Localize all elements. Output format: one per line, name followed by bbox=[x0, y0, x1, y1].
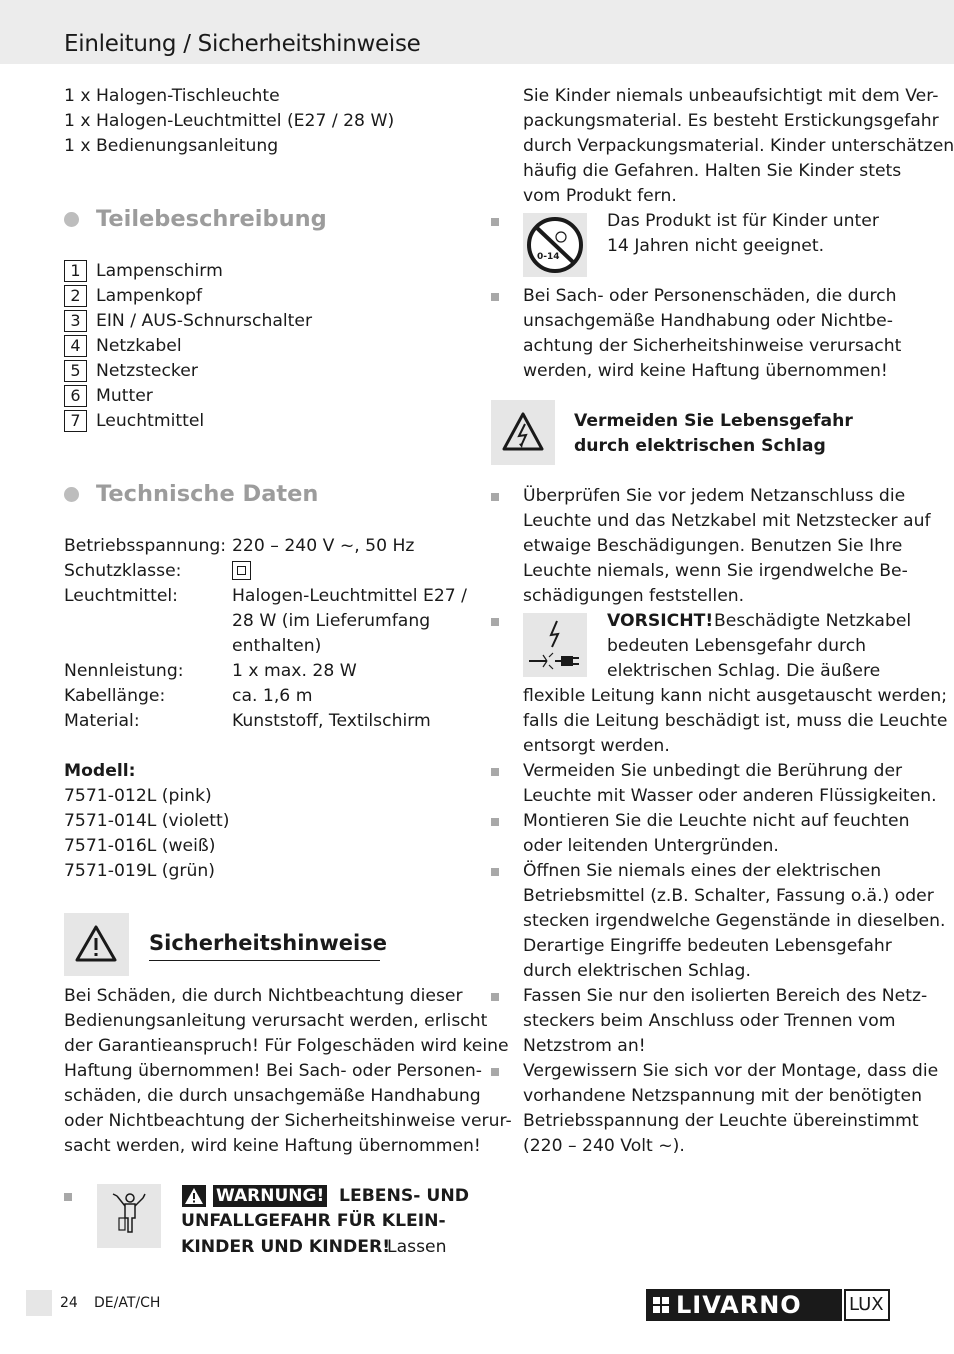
text-line: Beschädigte Netzkabel bbox=[714, 611, 912, 631]
damaged-cable-icon bbox=[523, 613, 587, 677]
text-line: Netzstrom an! bbox=[523, 1036, 646, 1056]
text-line: Leuchte und das Netzkabel mit Netzstecker auf bbox=[523, 511, 931, 531]
text-line: stecken irgendwelche Gegenstände in dieselben. bbox=[523, 911, 946, 931]
list-bullet bbox=[491, 618, 499, 626]
text-line: bedeuten Lebensgefahr durch bbox=[607, 636, 867, 656]
model-item: 7571-014L (violett) bbox=[64, 811, 230, 831]
text-line: Fassen Sie nur den isolierten Bereich des Netz- bbox=[523, 986, 928, 1006]
text-line: durch Verpackungsmaterial. Kinder unterschätzen bbox=[523, 136, 954, 156]
list-bullet bbox=[491, 293, 499, 301]
intro-line: Haftung übernommen! Bei Sach- oder Personen- bbox=[64, 1061, 482, 1081]
text-line: oder leitenden Untergründen. bbox=[523, 836, 779, 856]
brand-sub: LUX bbox=[849, 1294, 884, 1315]
text-line: Montieren Sie die Leuchte nicht auf feuchten bbox=[523, 811, 910, 831]
scope-qty: 1 x bbox=[64, 136, 91, 156]
part-number: 1 bbox=[64, 260, 87, 282]
text-line: Betriebsmittel (z.B. Schalter, Fassung o.ä.) oder bbox=[523, 886, 934, 906]
part-number: 6 bbox=[64, 385, 87, 407]
part-number: 4 bbox=[64, 335, 87, 357]
list-bullet bbox=[491, 1068, 499, 1076]
text-line: (220 – 240 Volt ~). bbox=[523, 1136, 685, 1156]
text-line: falls die Leitung beschädigt ist, muss die Leuchte bbox=[523, 711, 948, 731]
text-line: packungsmaterial. Es besteht Erstickungsgefahr bbox=[523, 111, 939, 131]
warning-label: WARNUNG! bbox=[213, 1185, 327, 1207]
text-line: elektrischen Schlag. Die äußere bbox=[607, 661, 881, 681]
tech-value: Halogen-Leuchtmittel E27 / bbox=[232, 586, 467, 606]
tech-label: Betriebsspannung: bbox=[64, 536, 227, 556]
text-line: vorhandene Netzspannung mit der benötigten bbox=[523, 1086, 922, 1106]
page-header bbox=[0, 0, 954, 64]
text-line: entsorgt werden. bbox=[523, 736, 670, 756]
part-label: Leuchtmittel bbox=[96, 411, 205, 431]
shock-heading: durch elektrischen Schlag bbox=[574, 436, 826, 456]
page-number: 24 bbox=[60, 1295, 78, 1311]
part-label: Netzkabel bbox=[96, 336, 182, 356]
part-label: Netzstecker bbox=[96, 361, 198, 381]
scope-item: Halogen-Tischleuchte bbox=[96, 86, 280, 106]
parts-title: Teilebeschreibung bbox=[96, 206, 327, 232]
model-item: 7571-019L (grün) bbox=[64, 861, 215, 881]
text-line: achtung der Sicherheitshinweise verursacht bbox=[523, 336, 902, 356]
electric-shock-warning-icon bbox=[491, 400, 555, 465]
warning-head: LEBENS- UND bbox=[339, 1186, 470, 1206]
intro-line: oder Nichtbeachtung der Sicherheitshinweise verur- bbox=[64, 1111, 512, 1131]
safety-title-underline bbox=[149, 960, 380, 961]
list-bullet bbox=[491, 493, 499, 501]
shock-heading: Vermeiden Sie Lebensgefahr bbox=[574, 411, 853, 431]
tech-value: ca. 1,6 m bbox=[232, 686, 313, 706]
tech-label: Kabellänge: bbox=[64, 686, 166, 706]
intro-line: Bei Schäden, die durch Nichtbeachtung dieser bbox=[64, 986, 463, 1006]
caution-label: VORSICHT! bbox=[607, 611, 714, 631]
part-label: EIN / AUS-Schnurschalter bbox=[96, 311, 313, 331]
child-icon bbox=[97, 1184, 161, 1248]
footer-marker bbox=[26, 1290, 52, 1316]
text-line: Leuchte niemals, wenn Sie irgendwelche Be- bbox=[523, 561, 908, 581]
list-bullet bbox=[491, 818, 499, 826]
text-line: steckers beim Anschluss oder Trennen vom bbox=[523, 1011, 896, 1031]
intro-line: schäden, die durch unsachgemäße Handhabung bbox=[64, 1086, 481, 1106]
text-line: Derartige Eingriffe bedeuten Lebensgefahr bbox=[523, 936, 892, 956]
tech-value: 28 W (im Lieferumfang bbox=[232, 611, 431, 631]
safety-title: Sicherheitshinweise bbox=[149, 931, 387, 955]
part-label: Lampenkopf bbox=[96, 286, 203, 306]
text-line: Öffnen Sie niemals eines der elektrischen bbox=[523, 861, 882, 881]
part-number: 7 bbox=[64, 410, 87, 432]
section-bullet bbox=[64, 487, 79, 502]
scope-qty: 1 x bbox=[64, 111, 91, 131]
tech-label: Schutzklasse: bbox=[64, 561, 182, 581]
text-line: Vermeiden Sie unbedingt die Berührung der bbox=[523, 761, 903, 781]
warning-triangle-icon bbox=[64, 913, 129, 976]
text-line: Sie Kinder niemals unbeaufsichtigt mit dem Ver- bbox=[523, 86, 939, 106]
text-line: Bei Sach- oder Personenschäden, die durch bbox=[523, 286, 897, 306]
part-label: Lampenschirm bbox=[96, 261, 223, 281]
list-bullet bbox=[491, 868, 499, 876]
text-line: schädigungen feststellen. bbox=[523, 586, 745, 606]
scope-item: Bedienungsanleitung bbox=[96, 136, 279, 156]
language-code: DE/AT/CH bbox=[94, 1295, 161, 1311]
svg-text:0-14: 0-14 bbox=[537, 252, 560, 262]
text-line: häufig die Gefahren. Halten Sie Kinder stets bbox=[523, 161, 902, 181]
part-label: Mutter bbox=[96, 386, 153, 406]
brand-name: LIVARNO bbox=[676, 1291, 802, 1319]
text-line: Überprüfen Sie vor jedem Netzanschluss die bbox=[523, 486, 906, 506]
text-line: Betriebsspannung der Leuchte übereinstimmt bbox=[523, 1111, 919, 1131]
tech-value: 220 – 240 V ~, 50 Hz bbox=[232, 536, 415, 556]
warning-head: UNFALLGEFAHR FÜR KLEIN- bbox=[181, 1211, 446, 1231]
text-line: flexible Leitung kann nicht ausgetauscht werden; bbox=[523, 686, 948, 706]
text-line: etwaige Beschädigungen. Benutzen Sie Ihre bbox=[523, 536, 903, 556]
text-line: Leuchte mit Wasser oder anderen Flüssigkeiten. bbox=[523, 786, 937, 806]
tech-label: Nennleistung: bbox=[64, 661, 184, 681]
tech-label: Leuchtmittel: bbox=[64, 586, 178, 606]
page-title: Einleitung / Sicherheitshinweise bbox=[64, 31, 421, 57]
age-restriction-icon bbox=[523, 213, 587, 277]
model-item: 7571-012L (pink) bbox=[64, 786, 212, 806]
list-bullet bbox=[64, 1193, 72, 1201]
list-bullet bbox=[491, 993, 499, 1001]
text-line: unsachgemäße Handhabung oder Nichtbe- bbox=[523, 311, 893, 331]
intro-line: Bedienungsanleitung verursacht werden, erlischt bbox=[64, 1011, 488, 1031]
part-number: 2 bbox=[64, 285, 87, 307]
section-bullet bbox=[64, 212, 79, 227]
text-line: 14 Jahren nicht geeignet. bbox=[607, 236, 825, 256]
tech-label: Material: bbox=[64, 711, 140, 731]
text-line: Vergewissern Sie sich vor der Montage, dass die bbox=[523, 1061, 939, 1081]
list-bullet bbox=[491, 768, 499, 776]
model-label: Modell: bbox=[64, 761, 136, 781]
part-number: 3 bbox=[64, 310, 87, 332]
protection-class-icon bbox=[232, 561, 251, 580]
scope-item: Halogen-Leuchtmittel (E27 / 28 W) bbox=[96, 111, 395, 131]
scope-qty: 1 x bbox=[64, 86, 91, 106]
text-line: werden, wird keine Haftung übernommen! bbox=[523, 361, 888, 381]
intro-line: der Garantieanspruch! Für Folgeschäden wird keine bbox=[64, 1036, 509, 1056]
tech-title: Technische Daten bbox=[96, 481, 319, 507]
model-item: 7571-016L (weiß) bbox=[64, 836, 216, 856]
tech-value: Kunststoff, Textilschirm bbox=[232, 711, 431, 731]
warning-small-icon bbox=[182, 1185, 206, 1207]
list-bullet bbox=[491, 218, 499, 226]
warning-tail: Lassen bbox=[387, 1237, 447, 1257]
intro-line: sacht werden, wird keine Haftung übernommen! bbox=[64, 1136, 481, 1156]
text-line: vom Produkt fern. bbox=[523, 186, 677, 206]
text-line: durch elektrischen Schlag. bbox=[523, 961, 751, 981]
warning-head: KINDER UND KINDER! bbox=[181, 1237, 391, 1257]
brand-logo bbox=[646, 1289, 890, 1321]
part-number: 5 bbox=[64, 360, 87, 382]
text-line: Das Produkt ist für Kinder unter bbox=[607, 211, 879, 231]
tech-value: 1 x max. 28 W bbox=[232, 661, 357, 681]
tech-value: enthalten) bbox=[232, 636, 322, 656]
